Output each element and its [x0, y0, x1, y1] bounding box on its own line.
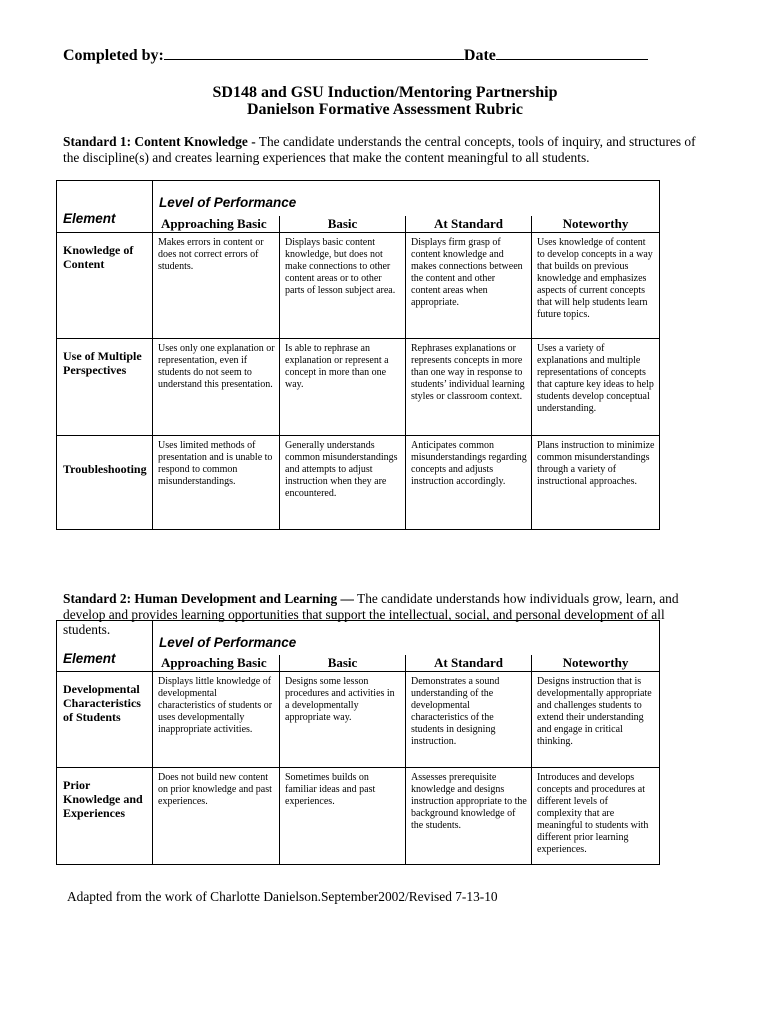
- date-blank[interactable]: [496, 45, 648, 60]
- level-of-performance-header: Level of Performance: [153, 181, 660, 216]
- row-header: Prior Knowledge and Experiences: [57, 768, 153, 865]
- row-header: Knowledge of Content: [57, 232, 153, 338]
- column-header: Noteworthy: [532, 655, 660, 672]
- table-cell: Introduces and develops concepts and procedures at different levels of complexity that are meaningful to students with different prior learning experiences.: [532, 768, 660, 865]
- element-header: Element: [57, 181, 153, 233]
- table-cell: Plans instruction to minimize common misunderstandings through a variety of instructional approaches.: [532, 435, 660, 529]
- table-cell: Makes errors in content or does not correct errors of students.: [153, 232, 280, 338]
- completed-by-label: Completed by:: [63, 47, 164, 64]
- table-cell: Displays basic content knowledge, but does not make connections to other content areas or to other parts of lesson subject area.: [280, 232, 406, 338]
- table-row: [57, 672, 660, 768]
- table-cell: Is able to rephrase an explanation or represent a concept in more than one way.: [280, 338, 406, 435]
- column-header: Basic: [280, 655, 406, 672]
- document-subtitle: Danielson Formative Assessment Rubric: [247, 101, 523, 118]
- standard1-description: [63, 134, 713, 165]
- table-cell: Displays little knowledge of developmental characteristics of students or uses developmentally inappropriate activities.: [153, 672, 280, 768]
- standard1-rubric-table: [56, 180, 660, 530]
- level-of-performance-header: Level of Performance: [153, 621, 660, 656]
- table-cell: Displays firm grasp of content knowledge and makes connections between the content and other content areas when appropriate.: [406, 232, 532, 338]
- standard2-text: The candidate understands how individuals grow, learn, and develop and provides learning opportunities that support the intellectual, social, and personal development of all students.: [63, 591, 679, 637]
- completed-by-blank[interactable]: [164, 45, 464, 60]
- table-cell: Designs some lesson procedures and activities in a developmentally appropriate way.: [280, 672, 406, 768]
- table-cell: Anticipates common misunderstandings regarding concepts and adjusts instruction accordingly.: [406, 435, 532, 529]
- column-header: Approaching Basic: [153, 655, 280, 672]
- document-title: SD148 and GSU Induction/Mentoring Partnership: [212, 84, 558, 101]
- row-header: Developmental Characteristics of Students: [57, 672, 153, 768]
- completed-by-line: [63, 45, 648, 65]
- table-row: [57, 768, 660, 865]
- table-cell: Uses a variety of explanations and multiple representations of concepts that capture key ideas to help students develop conceptual understanding.: [532, 338, 660, 435]
- column-header: Approaching Basic: [153, 216, 280, 233]
- column-header: Noteworthy: [532, 216, 660, 233]
- column-header: Basic: [280, 216, 406, 233]
- table-cell: Uses knowledge of content to develop concepts in a way that builds on previous knowledge and emphasizes aspects of current concepts that will help students learn future topics.: [532, 232, 660, 338]
- standard2-label: Standard 2: Human Development and Learning —: [63, 591, 354, 606]
- table-cell: Does not build new content on prior knowledge and past experiences.: [153, 768, 280, 865]
- table-cell: Uses only one explanation or representation, even if students do not seem to understand this presentation.: [153, 338, 280, 435]
- table-cell: Sometimes builds on familiar ideas and past experiences.: [280, 768, 406, 865]
- column-header: At Standard: [406, 655, 532, 672]
- table-cell: Demonstrates a sound understanding of the developmental characteristics of the students in designing instruction.: [406, 672, 532, 768]
- element-header: Element: [57, 621, 153, 672]
- table-cell: Generally understands common misunderstandings and attempts to adjust instruction when they are encountered.: [280, 435, 406, 529]
- table-row: [57, 338, 660, 435]
- footer-attribution: Adapted from the work of Charlotte Danielson.September2002/Revised 7-13-10: [67, 889, 498, 904]
- table-row: [57, 435, 660, 529]
- standard1-label: Standard 1: Content Knowledge -: [63, 134, 256, 149]
- standard1-text: The candidate understands the central concepts, tools of inquiry, and structures of the discipline(s) and creates learning experiences that make the content meaningful to all students.: [63, 134, 696, 165]
- row-header: Use of Multiple Perspectives: [57, 338, 153, 435]
- table-cell: Uses limited methods of presentation and is unable to respond to common misunderstandings.: [153, 435, 280, 529]
- column-header: At Standard: [406, 216, 532, 233]
- date-label: Date: [463, 47, 496, 64]
- table-cell: Assesses prerequisite knowledge and designs instruction appropriate to the background knowledge of the students.: [406, 768, 532, 865]
- table-row: [57, 232, 660, 338]
- table-cell: Designs instruction that is developmentally appropriate and challenges students to extend their understanding and engage in critical thinking.: [532, 672, 660, 768]
- standard2-rubric-table: [56, 620, 660, 865]
- row-header: Troubleshooting: [57, 435, 153, 529]
- table-cell: Rephrases explanations or represents concepts in more than one way in response to students’ individual learning styles or classroom context.: [406, 338, 532, 435]
